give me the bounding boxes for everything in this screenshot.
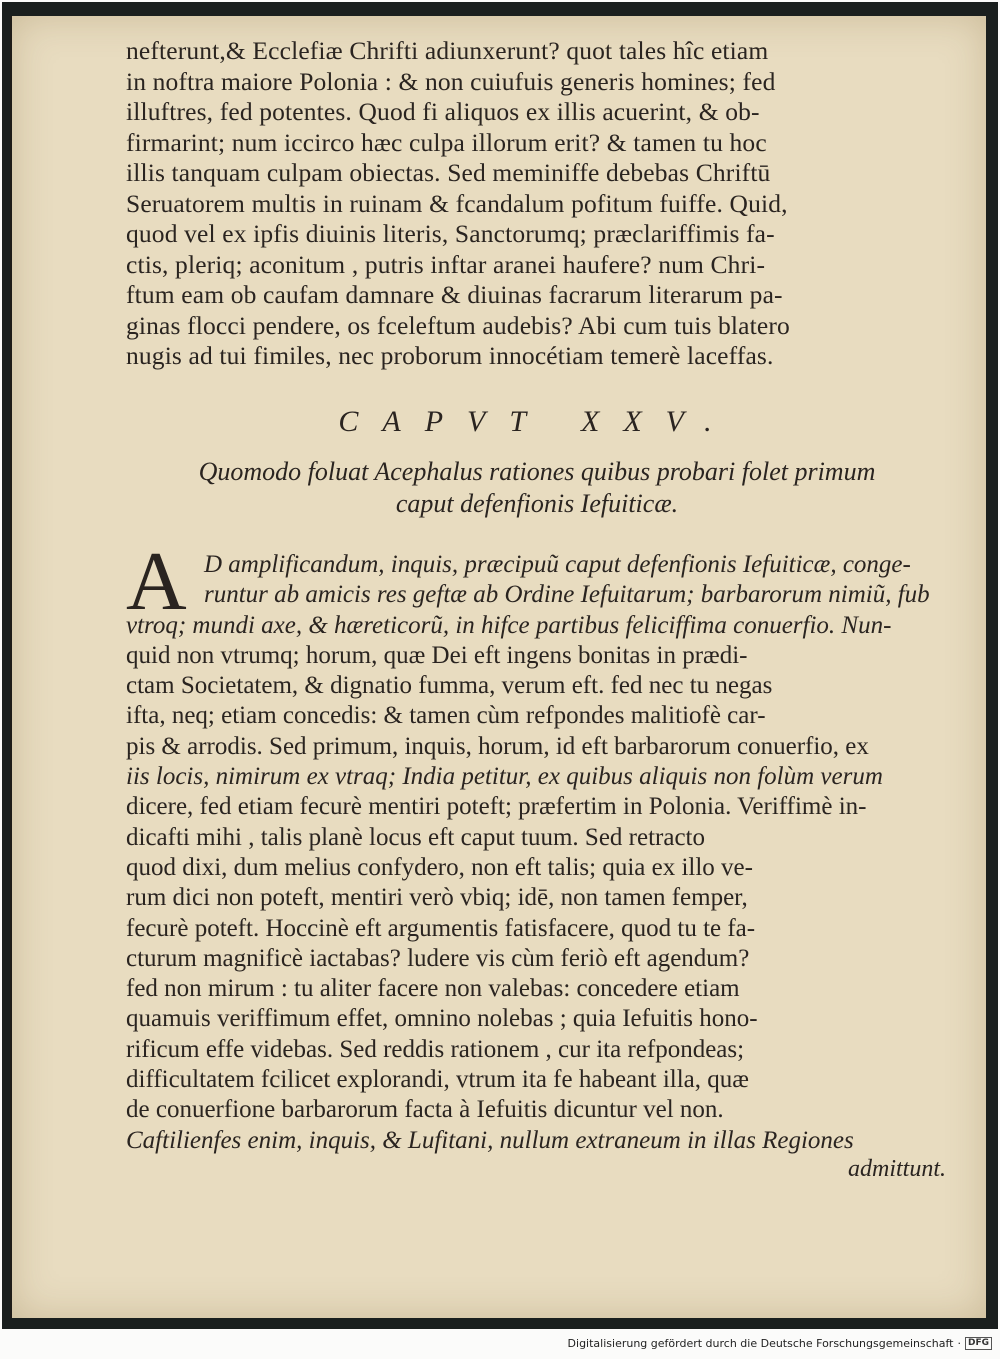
text-line: ginas flocci pendere, os fceleftum audebis? Abi cum tuis blatero bbox=[126, 310, 790, 340]
text-line: Caftilienfes enim, inquis, & Lufitani, nullum extraneum in illas Regiones bbox=[126, 1126, 854, 1154]
text-line: cturum magnificè iactabas? ludere vis cùm feriò eft agendum? bbox=[126, 944, 750, 972]
text-line: vtroq; mundi axe, & hæreticorũ, in hifce partibus feliciffima conuerfio. Nun- bbox=[126, 611, 892, 639]
text-line: de conuerfione barbarorum facta à Iefuitis dicuntur vel non. bbox=[126, 1096, 724, 1124]
text-line: ctis, pleriq; aconitum , putris inftar aranei haufere? num Chri- bbox=[126, 249, 766, 279]
text-line: firmarint; num iccirco hæc culpa illorum erit? & tamen tu hoc bbox=[126, 127, 767, 157]
text-line: dicere, fed etiam fecurè mentiri poteft; præfertim in Polonia. Veriffimè in- bbox=[126, 793, 867, 821]
text-line: ftum eam ob caufam damnare & diuinas facrarum literarum pa- bbox=[126, 280, 783, 309]
text-line: nugis ad tui fimiles, nec proborum innocétiam temerè laceffas. bbox=[126, 341, 774, 370]
chapter-heading: CAPVT XXV. bbox=[338, 405, 736, 438]
chapter-body bbox=[126, 550, 948, 1156]
text-line: fecurè poteft. Hoccinè eft argumentis fatisfacere, quod tu te fa- bbox=[126, 914, 756, 942]
digitization-footer: Digitalisierung gefördert durch die Deutsche Forschungsgemeinschaft · DFG bbox=[568, 1337, 992, 1350]
text-line: quamuis veriffimum effet, omnino nolebas ; quia Iefuitis hono- bbox=[126, 1005, 758, 1033]
text-line: fed non mirum : tu aliter facere non valebas: concedere etiam bbox=[126, 975, 740, 1003]
text-line: quid non vtrumq; horum, quæ Dei eft ingens bonitas in prædi- bbox=[126, 641, 748, 669]
text-line: Seruatorem multis in ruinam & fcandalum pofitum fuiffe. Quid, bbox=[126, 188, 788, 218]
text-line: illis tanquam culpam obiectas. Sed meminiffe debebas Chriftū bbox=[126, 158, 771, 187]
text-line: ctam Societatem, & dignatio fumma, verum eft. fed nec tu negas bbox=[126, 672, 773, 700]
text-line: in noftra maiore Polonia : & non cuiufuis generis homines; fed bbox=[126, 66, 776, 96]
text-line: pis & arrodis. Sed primum, inquis, horum, id eft barbarorum conuerfio, ex bbox=[126, 732, 869, 760]
catchword: admittunt. bbox=[847, 1156, 946, 1182]
footer-text: Digitalisierung gefördert durch die Deutsche Forschungsgemeinschaft bbox=[567, 1337, 954, 1350]
text-line: nefterunt,& Ecclefiæ Chrifti adiunxerunt? quot tales hîc etiam bbox=[126, 36, 769, 65]
chapter-subtitle-line: Quomodo foluat Acephalus rationes quibus probari folet primum bbox=[198, 457, 876, 486]
text-line: iis locis, nimirum ex vtraq; India petitur, ex quibus aliquis non folùm verum bbox=[126, 763, 883, 791]
text-line: difficultatem fcilicet explorandi, vtrum ita fe habeant illa, quæ bbox=[126, 1066, 749, 1094]
text-line: quod dixi, dum melius confydero, non eft talis; quia ex illo ve- bbox=[126, 853, 753, 881]
chapter-subtitle-line: caput defenfionis Iefuiticæ. bbox=[395, 489, 679, 518]
drop-cap: A bbox=[126, 535, 187, 628]
top-paragraph bbox=[126, 36, 948, 372]
text-line: ifta, neq; etiam concedis: & tamen cùm refpondes malitiofè car- bbox=[126, 702, 766, 730]
text-line: quod vel ex ipfis diuinis literis, Sanctorumq; præclariffimis fa- bbox=[126, 219, 775, 248]
dfg-logo-icon: DFG bbox=[965, 1337, 992, 1350]
text-line: D amplificandum, inquis, præcipuũ caput defenfionis Iefuiticæ, conge- bbox=[204, 551, 911, 578]
text-line: runtur ab amicis res geftæ ab Ordine Iefuitarum; barbarorum nimiũ, fub bbox=[204, 581, 930, 609]
text-line: rificum effe videbas. Sed reddis rationem , cur ita refpondeas; bbox=[126, 1035, 745, 1063]
text-line: rum dici non poteft, mentiri verò vbiq; idē, non tamen femper, bbox=[126, 884, 748, 912]
text-line: dicafti mihi , talis planè locus eft caput tuum. Sed retracto bbox=[126, 823, 705, 851]
chapter-subtitle bbox=[126, 456, 948, 520]
text-line: illuftres, fed potentes. Quod fi aliquos ex illis acuerint, & ob- bbox=[126, 97, 760, 126]
